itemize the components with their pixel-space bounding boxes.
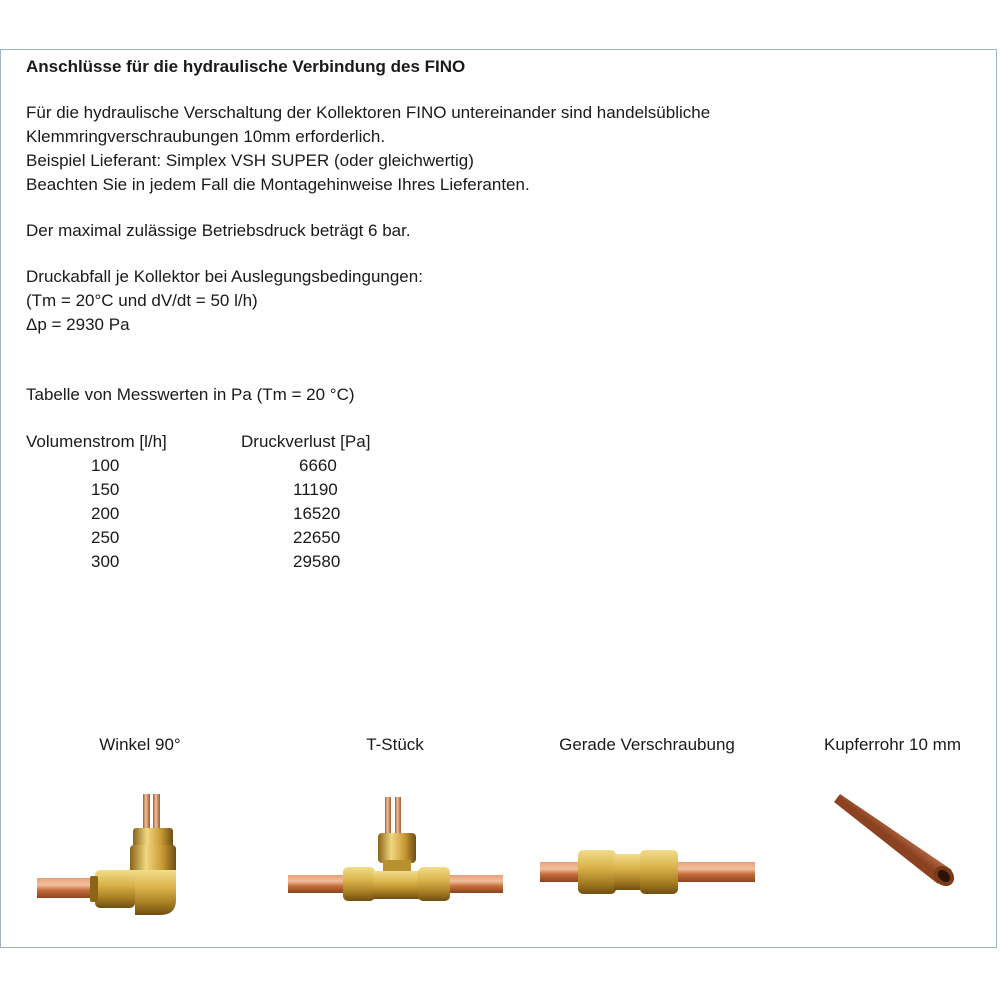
table-row <box>0 527 400 551</box>
pressure-drop-line: Druckabfall je Kollektor bei Auslegungsbedingungen: <box>26 267 423 286</box>
paragraph-line: Für die hydraulische Verschaltung der Kollektoren FINO untereinander sind handelsübliche <box>26 103 711 122</box>
table-cell-flow: 250 <box>91 528 120 547</box>
table-cell-pressure: 11190 <box>293 480 338 499</box>
table-header-flow: Volumenstrom [l/h] <box>26 432 167 451</box>
table-cell-pressure: 29580 <box>293 552 341 571</box>
caption-straight-coupling: Gerade Verschraubung <box>559 735 735 754</box>
table-row <box>0 551 400 575</box>
paragraph-line: Beachten Sie in jedem Fall die Montagehinweise Ihres Lieferanten. <box>26 175 530 194</box>
copper-pipe-photo <box>830 792 955 887</box>
table-row <box>0 455 400 479</box>
caption-copper-pipe: Kupferrohr 10 mm <box>824 735 961 754</box>
table-caption: Tabelle von Messwerten in Pa (Tm = 20 °C) <box>26 385 355 404</box>
document-heading: Anschlüsse für die hydraulische Verbindung des FINO <box>26 57 466 76</box>
table-cell-flow: 150 <box>91 480 120 499</box>
table-cell-pressure: 22650 <box>293 528 341 547</box>
caption-elbow: Winkel 90° <box>99 735 181 754</box>
table-cell-flow: 300 <box>91 552 120 571</box>
pressure-drop-value: Δp = 2930 Pa <box>26 315 130 334</box>
caption-tee: T-Stück <box>366 735 424 754</box>
pressure-drop-line: (Tm = 20°C und dV/dt = 50 l/h) <box>26 291 258 310</box>
table-cell-pressure: 16520 <box>293 504 341 523</box>
table-header-pressure: Druckverlust [Pa] <box>241 432 371 451</box>
straight-coupling-photo <box>540 842 755 902</box>
paragraph-line: Klemmringverschraubungen 10mm erforderlich. <box>26 127 386 146</box>
tee-fitting-photo <box>288 795 503 910</box>
table-cell-flow: 100 <box>91 456 120 475</box>
table-cell-pressure: 6660 <box>299 456 337 475</box>
pressure-note: Der maximal zulässige Betriebsdruck beträgt 6 bar. <box>26 221 411 240</box>
table-cell-flow: 200 <box>91 504 120 523</box>
table-row <box>0 503 400 527</box>
elbow-fitting-photo <box>35 790 235 920</box>
paragraph-line: Beispiel Lieferant: Simplex VSH SUPER (oder gleichwertig) <box>26 151 474 170</box>
table-row <box>0 479 400 503</box>
